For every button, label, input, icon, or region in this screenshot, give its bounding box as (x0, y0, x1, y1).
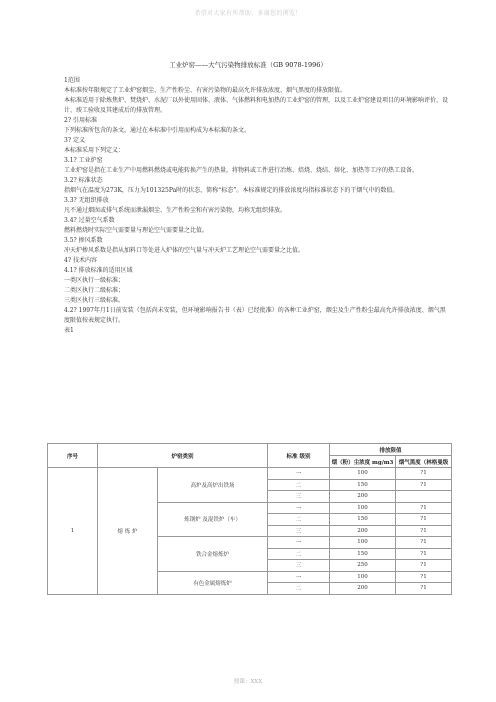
dust-cell: 150 (330, 514, 396, 526)
header-standard-level: 标准 级别 (268, 444, 330, 468)
header-smoke-blackness: 烟气黑度（林格曼级 (396, 456, 452, 468)
dust-cell: 100 (330, 502, 396, 514)
header-emission-limit: 排放限值 (330, 444, 452, 456)
blackness-cell: ?1 (396, 560, 452, 572)
table-caption: 表1 (64, 327, 74, 334)
table-header-row (48, 444, 452, 456)
paragraph: 4.2? 1997年月1日前安装（包括尚未安装，但环境影响报告书（表）已经批准）的各种工业炉窑，烟尘及生产性粉尘最高允许排放浓度、烟气黑度限值按表规定执行。 (64, 307, 446, 324)
level-cell: 三 (268, 491, 330, 503)
blackness-cell: ?1 (396, 583, 452, 595)
blackness-cell: ?1 (396, 514, 452, 526)
body-text (64, 76, 448, 336)
dust-cell: 200 (330, 491, 396, 503)
section-heading: 3? 定义 (64, 137, 85, 144)
list-item: 一类区执行一级标准； (64, 277, 125, 284)
paragraph: 本标准按年限规定了工业炉窑烟尘、生产性粉尘、有害污染物的最高允许排放浓度、烟气黑度的排放限值。 (64, 87, 347, 94)
document-title: 工业炉窑——大气污染物排放标准（GB 9078-1996） (169, 61, 327, 69)
dust-cell: 100 (330, 571, 396, 583)
paragraph: 冲天炉掺风系数是指从加料口等处进入炉体的空气量与冲天炉工艺理论空气需要量之比值。 (64, 247, 305, 254)
level-cell: 二 (268, 479, 330, 491)
group-seq-cell: 1 (48, 468, 98, 595)
section-heading: 4? 技术内容 (64, 257, 97, 264)
level-cell: 一 (268, 468, 330, 480)
blackness-cell: ?1 (396, 571, 452, 583)
list-item: 二类区执行二级标准； (64, 287, 125, 294)
level-cell: 二 (268, 514, 330, 526)
dust-cell: 200 (330, 583, 396, 595)
header-furnace-type: 炉窑类别 (98, 444, 268, 468)
blackness-cell: ?1 (396, 479, 452, 491)
table-row (48, 468, 452, 480)
subsection-heading: 3.3? 无组织排放 (64, 197, 109, 204)
level-cell: 一 (268, 571, 330, 583)
subsection-heading: 4.1? 排放标准的适用区域 (64, 267, 133, 274)
level-cell: 一 (268, 502, 330, 514)
footer-note: 授课：XXX (233, 679, 263, 685)
paragraph: 本标准适用于除炼焦炉、焚烧炉、水泥厂以外使用固体、液体、气体燃料和电加热的工业炉窑的管理，以及工业炉窑建设项目的环境影响评价、设计、竣工验收及其建成后的排放管理。 (64, 97, 449, 114)
subgroup-name-cell: 铁合金熔炼炉 (158, 537, 268, 572)
header-dust-concentration: 烟（粉）尘浓度 mg/m3 (330, 456, 396, 468)
dust-cell: 200 (330, 525, 396, 537)
paragraph: 下列标准所包含的条文，通过在本标准中引用而构成为本标准的条文。 (64, 127, 251, 134)
dust-cell: 150 (330, 548, 396, 560)
subsection-heading: 3.4? 过量空气系数 (64, 217, 115, 224)
blackness-cell: ?1 (396, 502, 452, 514)
subgroup-name-cell: 炼钢炉 及混铁炉（车） (158, 502, 268, 537)
header-note: 希望对大家有所帮助，多谢您的浏览！ (194, 10, 302, 17)
emission-table-wrapper (47, 443, 451, 595)
blackness-cell (396, 491, 452, 503)
paragraph: 燃料燃烧时实际空气需要量与理论空气需要量之比值。 (64, 227, 209, 234)
subgroup-name-cell: 高炉及高炉出铁场 (158, 468, 268, 503)
paragraph: 工业炉窑是指在工业生产中用燃料燃烧或电能转换产生的热量，将物料或工件进行冶炼、焙烧、烧结、熔化、加热等工序的热工设备。 (64, 167, 419, 174)
list-item: 三类区执行三级标准。 (64, 297, 125, 304)
header-seq: 序号 (48, 444, 98, 468)
paragraph: 凡不通过烟囱或排气系统而泄漏烟尘、生产性粉尘和有害污染物，均称无组织排放。 (64, 207, 287, 214)
section-heading: 2? 引用标准 (64, 117, 97, 124)
paragraph: 本标准采用下列定义： (64, 147, 125, 154)
dust-cell: 250 (330, 560, 396, 572)
dust-cell: 100 (330, 468, 396, 480)
subgroup-name-cell: 有色金属熔炼炉 (158, 571, 268, 594)
level-cell: 二 (268, 583, 330, 595)
group-name-cell: 熔 炼 炉 (98, 468, 158, 595)
dust-cell: 150 (330, 479, 396, 491)
section-heading: 1范围 (64, 77, 80, 84)
level-cell: 三 (268, 560, 330, 572)
subsection-heading: 3.5? 掺风系数 (64, 237, 103, 244)
blackness-cell: ?1 (396, 468, 452, 480)
paragraph: 指烟气在温度为273K，压力为101325Pa时的状态，简称“标态”。本标准规定的排放浓度均指标准状态下的干烟气中的数值。 (64, 187, 399, 194)
subsection-heading: 3.1? 工业炉窑 (64, 157, 103, 164)
dust-cell: 100 (330, 537, 396, 549)
blackness-cell: ?1 (396, 537, 452, 549)
level-cell: 三 (268, 525, 330, 537)
blackness-cell: ?1 (396, 548, 452, 560)
level-cell: 一 (268, 537, 330, 549)
blackness-cell: ?1 (396, 525, 452, 537)
subsection-heading: 3.2? 标准状态 (64, 177, 103, 184)
emission-limits-table (47, 443, 452, 595)
level-cell: 二 (268, 548, 330, 560)
